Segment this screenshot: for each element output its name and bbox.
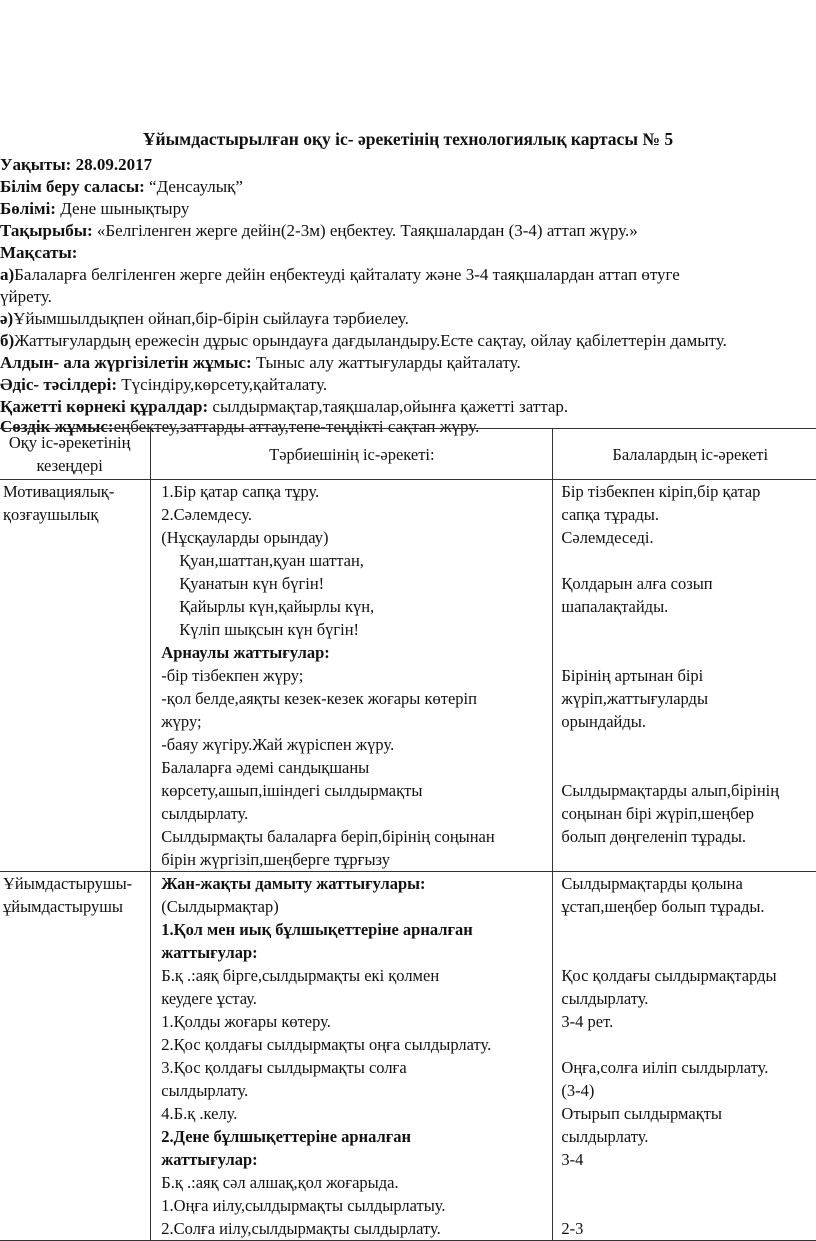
children-line: 2-3 xyxy=(561,1219,584,1238)
teacher-line: -бір тізбекпен жүру; xyxy=(161,666,304,685)
teacher-line: сылдырлату. xyxy=(161,804,249,823)
teacher-line: Б.қ .:аяқ бірге,сылдырмақты екі қолмен xyxy=(161,966,440,985)
teacher-cell xyxy=(151,480,553,872)
teacher-line: Балаларға әдемі сандықшаны xyxy=(161,758,370,777)
table-row xyxy=(0,480,816,872)
materials-line: Қажетті көрнекі құралдар: сылдырмақтар,таяқшалар,ойынға қажетті заттар. xyxy=(0,397,569,416)
teacher-line: -қол белде,аяқты кезек-кезек жоғары көтеріп xyxy=(161,689,477,708)
children-line: Сылдырмақтарды алып,бірінің xyxy=(561,781,780,800)
children-line xyxy=(561,641,816,664)
stage-cell xyxy=(0,480,151,872)
children-line: соңынан бірі жүріп,шеңбер xyxy=(561,804,755,823)
children-line xyxy=(561,1194,816,1217)
teacher-line: 2.Қос қолдағы сылдырмақты оңға сылдырлату. xyxy=(161,1035,492,1054)
children-line xyxy=(561,1033,816,1056)
teacher-line: 4.Б.қ .келу. xyxy=(161,1104,238,1123)
teacher-line: 1.Бір қатар сапқа тұру. xyxy=(161,482,320,501)
goal-b: ә)Ұйымшылдықпен ойнап,бір-бірін сыйлауға тәрбиелеу. xyxy=(0,309,409,328)
children-line: 3-4 xyxy=(561,1150,584,1169)
children-line: Қос қолдағы сылдырмақтарды xyxy=(561,966,777,985)
teacher-line: Қайырлы күн,қайырлы күн, xyxy=(179,597,375,616)
children-line: сылдырлату. xyxy=(561,989,649,1008)
children-line: Сылдырмақтарды қолына xyxy=(561,874,743,893)
table-header-row xyxy=(0,429,816,480)
teacher-line: Арнаулы жаттығулар: xyxy=(161,643,330,662)
children-line: Бірінің артынан бірі xyxy=(561,666,704,685)
teacher-line: Күліп шықсын күн бүгін! xyxy=(179,620,360,639)
children-line: Қолдарын алға созып xyxy=(561,574,713,593)
teacher-line: жаттығулар: xyxy=(161,1150,258,1169)
stage-text: қозғаушылық xyxy=(3,505,99,524)
prelim-line: Алдын- ала жүргізілетін жұмыс: Тыныс алу жаттығуларды қайталату. xyxy=(0,353,521,372)
children-line: Оңға,солға иіліп сылдырлату. xyxy=(561,1058,769,1077)
teacher-line: -баяу жүгіру.Жай жүріспен жүру. xyxy=(161,735,395,754)
teacher-line: сылдырлату. xyxy=(161,1081,249,1100)
teacher-line: жүру; xyxy=(161,712,202,731)
teacher-line: (Нұсқауларды орындау) xyxy=(161,528,329,547)
children-line: Отырып сылдырмақты xyxy=(561,1104,723,1123)
children-line xyxy=(561,918,816,941)
teacher-line: 1.Оңға иілу,сылдырмақты сылдырлатыу. xyxy=(161,1196,446,1215)
vocab-line: Сөздік жұмыс:еңбектеу,заттарды аттау,тепе-теңдікті сақтап жүру. xyxy=(0,417,480,436)
teacher-line: 2.Сәлемдесу. xyxy=(161,505,252,524)
stage-text: ұйымдастырушы xyxy=(3,897,124,916)
children-cell xyxy=(553,480,816,872)
teacher-line: Қуан,шаттан,қуан шаттан, xyxy=(179,551,364,570)
children-line xyxy=(561,733,816,756)
teacher-line: Б.қ .:аяқ сәл алшақ,қол жоғарыда. xyxy=(161,1173,399,1192)
goals-heading: Мақсаты: xyxy=(0,243,78,262)
stage-text: Мотивациялық- xyxy=(3,482,115,501)
teacher-line: жаттығулар: xyxy=(161,943,258,962)
children-line xyxy=(561,756,816,779)
teacher-line: 2.Дене бұлшықеттеріне арналған xyxy=(161,1127,411,1146)
goal-a: а)Балаларға белгіленген жерге дейін еңбектеуді қайталату және 3-4 таяқшалардан аттап өтуге xyxy=(0,265,680,284)
teacher-line: 1.Қолды жоғары көтеру. xyxy=(161,1012,331,1031)
teacher-line: Жан-жақты дамыту жаттығулары: xyxy=(161,874,426,893)
children-line: шапалақтайды. xyxy=(561,597,669,616)
children-line: сапқа тұрады. xyxy=(561,505,659,524)
children-line xyxy=(561,618,816,641)
children-line: (3-4) xyxy=(561,1081,595,1100)
lesson-table xyxy=(0,428,816,1241)
header-children: Балалардың іс-әрекеті xyxy=(553,429,816,480)
teacher-line: (Сылдырмақтар) xyxy=(161,897,279,916)
teacher-line: 3.Қос қолдағы сылдырмақты солға xyxy=(161,1058,407,1077)
header-teacher: Тәрбиешінің іс-әрекеті: xyxy=(151,429,553,480)
children-line xyxy=(561,1171,816,1194)
children-line: болып дөңгеленіп тұрады. xyxy=(561,827,747,846)
teacher-line: Қуанатын күн бүгін! xyxy=(179,574,325,593)
date-line: Уақыты: 28.09.2017 xyxy=(0,155,153,174)
children-line: 3-4 рет. xyxy=(561,1012,614,1031)
children-line: сылдырлату. xyxy=(561,1127,649,1146)
table-row xyxy=(0,872,816,1241)
children-line: Сәлемдеседі. xyxy=(561,528,654,547)
section-line: Бөлімі: Дене шынықтыру xyxy=(0,199,190,218)
goal-c: б)Жаттығулардың ережесін дұрыс орындауға дағдыландыру.Есте сақтау, ойлау қабілеттерін дамыту. xyxy=(0,331,727,350)
children-cell xyxy=(553,872,816,1241)
goal-a-cont: үйрету. xyxy=(0,287,52,306)
methods-line: Әдіс- тәсілдері: Түсіндіру,көрсету,қайталату. xyxy=(0,375,328,394)
area-line: Білім беру саласы: “Денсаулық” xyxy=(0,177,243,196)
header-stage: Оқу іс-әрекетінің кезеңдері xyxy=(0,429,151,480)
children-line: Бір тізбекпен кіріп,бір қатар xyxy=(561,482,761,501)
children-line xyxy=(561,941,816,964)
topic-line: Тақырыбы: «Белгіленген жерге дейін(2-3м) еңбектеу. Таяқшалардан (3-4) аттап жүру.» xyxy=(0,221,638,240)
teacher-line: Сылдырмақты балаларға беріп,бірінің соңынан xyxy=(161,827,495,846)
children-line: жүріп,жаттығуларды xyxy=(561,689,709,708)
stage-text: Ұйымдастырушы- xyxy=(3,874,133,893)
teacher-line: 2.Солға иілу,сылдырмақты сылдырлату. xyxy=(161,1219,441,1238)
children-line xyxy=(561,549,816,572)
teacher-line: бірін жүргізіп,шеңберге тұрғызу xyxy=(161,850,390,869)
children-line: орындайды. xyxy=(561,712,646,731)
page-title: Ұйымдастырылған оқу іс- әрекетінің технологиялық картасы № 5 xyxy=(142,129,674,149)
children-line: ұстап,шеңбер болып тұрады. xyxy=(561,897,765,916)
stage-cell xyxy=(0,872,151,1241)
teacher-line: көрсету,ашып,ішіндегі сылдырмақты xyxy=(161,781,423,800)
teacher-line: 1.Қол мен иық бұлшықеттеріне арналған xyxy=(161,920,473,939)
teacher-cell xyxy=(151,872,553,1241)
teacher-line: кеудеге ұстау. xyxy=(161,989,257,1008)
